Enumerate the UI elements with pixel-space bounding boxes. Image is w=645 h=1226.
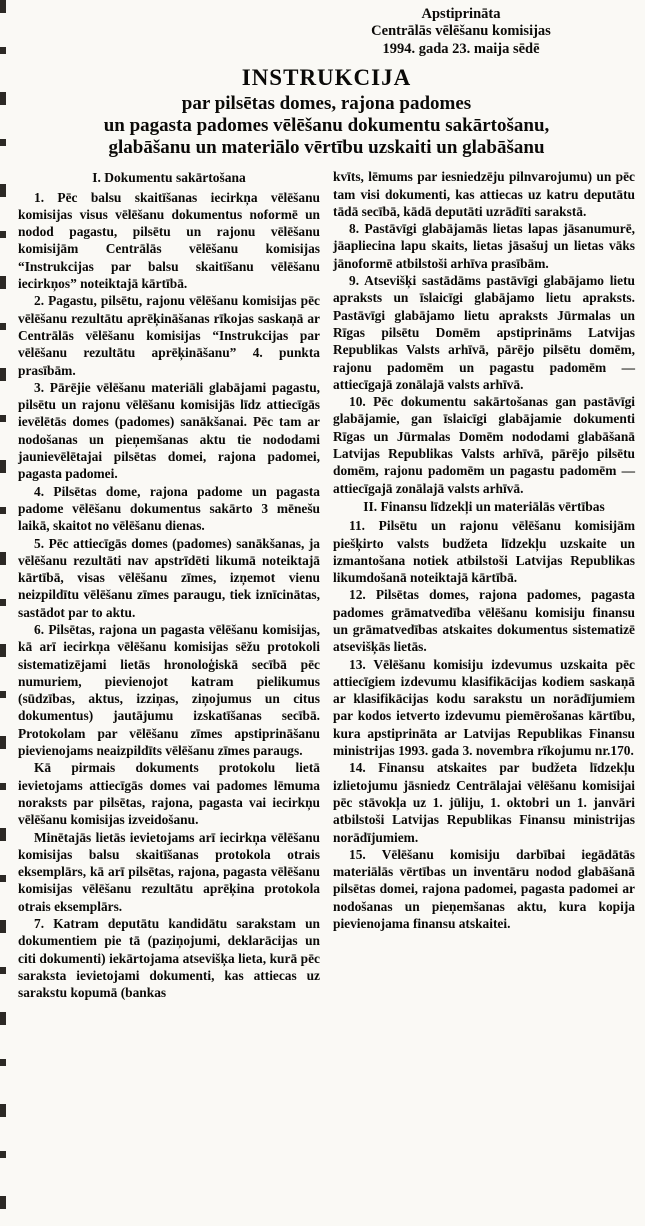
right-column (333, 168, 635, 1001)
paragraph-6: 6. Pilsētas, rajona un pagasta vēlēšanu komisijas, kā arī iecirkņa vēlēšanu komisijas sēžu protokoli sistematizējami lietās hronoloģiskā secībā pēc numuriem, pievienojot katram pielikumus (sūdzības, aktus, izziņas, ziņojumus un citus dokumentus) jautājumu izskatīšanas secībā. Protokolam par vēlēšanu zīmes apstiprināšanu pievienojams neaizpildīts vēlēšanu zīmes paraugs. (18, 621, 320, 759)
paragraph-14: 14. Finansu atskaites par budžeta līdzekļu izlietojumu jāsniedz Centrālajai vēlēšanu komisijai pēc stāvokļa uz 1. jūliju, 1. oktobri un 1. janvāri atbilstoši Latvijas Republikas Finansu ministrijas norādījumiem. (333, 760, 635, 845)
document-subtitle-line: par pilsētas domes, rajona padomes (181, 93, 472, 115)
paragraph-5: 5. Pēc attiecīgās domes (padomes) sanākšanas, ja vēlēšanu rezultāti nav apstrīdēti likumā noteiktajā kārtībā, visas vēlēšanu zīmes, izņemot vienu neizpildītu vēlēšanu zīmes paraugu, tiek iznīcinātas, sastādot par to aktu. (18, 535, 320, 620)
paragraph-12: 12. Pilsētas domes, rajona padomes, pagasta padomes grāmatvedība vēlēšanu komisiju finansu un grāmatvedības atskaites dokumentus sistematizē atsevišķās lietās. (333, 587, 635, 655)
paragraph-1: 1. Pēc balsu skaitīšanas iecirkņa vēlēšanu komisijas visus vēlēšanu dokumentus noformē un nodod pagastu, pilsētu un rajonu vēlēšanu komisijām Centrālās vēlēšanu komisijas “Instrukcijas par balsu skaitīšanu vēlēšanu iecirkņos” noteiktajā kārtībā. (18, 189, 320, 292)
paragraph-13: 13. Vēlēšanu komisiju izdevumus uzskaita pēc attiecīgiem izdevumu klasifikācijas kodiem saskaņā ar klasifikācijas kodu sarakstu un norādījumiem par kodos ietverto izdevumu piemērošanas kārtību, kura apstiprināta ar Latvijas Republikas Finansu ministrijas 1993. gada 3. novembra rīkojumu nr.170. (333, 656, 635, 759)
document-subtitle (18, 93, 635, 159)
paragraph-2: 2. Pagastu, pilsētu, rajonu vēlēšanu komisijas pēc vēlēšanu rezultātu aprēķināšanas rīkojas saskaņā ar Centrālās vēlēšanu komisijas “Instrukcijas par vēlēšanu rezultātu aprēķināšanu” 4. punkta prasībām. (18, 293, 320, 378)
section-1-heading: I. Dokumentu sakārtošana (92, 170, 246, 186)
paragraph-8: 8. Pastāvīgi glabājamās lietas lapas jāsanumurē, jāapliecina lapu skaits, lietas jāsašuj un lietas vāks jānoformē atbilstoši arhīva prasībām. (333, 221, 635, 271)
paragraph-3: 3. Pārējie vēlēšanu materiāli glabājami pagastu, pilsētu un rajonu vēlēšanu komisijās līdz attiecīgās ievēlētās domes (padomes) sanākšanai. Pēc tam ar nodošanas un pieņemšanas aktu tie nododami jaunievēlētajai pilsētas domei, rajona padomei, pagasta padomei. (18, 379, 320, 482)
document-subtitle-line: un pagasta padomes vēlēšanu dokumentu sakārtošanu, (103, 115, 550, 137)
paragraph-7: 7. Katram deputātu kandidātu sarakstam un dokumentiem pie tā (paziņojumi, deklarācijas un citi dokumenti) iekārtojama atsevišķa lieta, kurā pēc saraksta ievietojami dokumenti, kas attiecas uz sarakstu kopumā (bankas (18, 916, 320, 1001)
scan-edge-artifacts (0, 0, 6, 1226)
paragraph-6b: Minētajās lietās ievietojams arī iecirkņa vēlēšanu komisijas balsu skaitīšanas protokola otrais eksemplārs, kā arī pilsētas, rajona, pagasta vēlēšanu komisijas vēlēšanu rezultātu aprēķina protokola otrais eksemplārs. (18, 829, 320, 914)
approval-line: Centrālās vēlēšanu komisijas (371, 23, 551, 40)
document-body (18, 168, 635, 1001)
paragraph-7-continued: kvīts, lēmums par iesniedzēju pilnvarojumu) un pēc tam visi dokumenti, kas attiecas uz katru deputātu tādā secībā, kādā deputāti uzrādīti sarakstā. (333, 169, 635, 219)
paragraph-9: 9. Atsevišķi sastādāms pastāvīgi glabājamo lietu apraksts un īslaicīgi glabājamo lietu apraksts. Pastāvīgi glabājamo lietu apraksts Jūrmalas un Rīgas pilsētu Domēm apstiprināms Latvijas Republikas Valsts arhīvā, pārējo pilsētu domēm, rajonu padomēm un pagastu padomēm — attiecīgajā zonālajā valsts arhīvā. (333, 273, 635, 392)
paragraph-10: 10. Pēc dokumentu sakārtošanas gan pastāvīgi glabājamie, gan īslaicīgi glabājamie dokumenti Rīgas un Jūrmalas Domēm nododami glabāšanā Latvijas Republikas Valsts arhīvā, pārējo pilsētu domēm, rajonu padomēm un pagastu padomēm — attiecīgajā zonālajā valsts arhīvā. (333, 394, 635, 496)
paragraph-15: 15. Vēlēšanu komisiju darbībai iegādātās materiālās vērtības un inventāru nodod glabāšanā pilsētas domei, rajona padomei, pagasta padomei ar nodošanas un pieņemšanas aktu, kura kopija pievienojama finansu atskaitei. (333, 846, 635, 932)
section-2-heading: II. Finansu līdzekļi un materiālās vērtības (363, 498, 605, 514)
paragraph-4: 4. Pilsētas dome, rajona padome un pagasta padome vēlēšanu dokumentus sakārto 3 mēnešu laikā, skaitot no vēlēšanu dienas. (18, 483, 320, 534)
paragraph-11: 11. Pilsētu un rajonu vēlēšanu komisijām piešķirto valsts budžeta līdzekļu uzskaite un izmantošana notiek atbilstoši Latvijas Republikas likumdošanā noteiktajā kārtībā. (333, 518, 635, 586)
document-subtitle-line: glabāšanu un materiālo vērtību uzskaiti un glabāšanu (108, 137, 545, 159)
approval-line: Apstiprināta (421, 6, 501, 22)
paragraph-6a: Kā pirmais dokuments protokolu lietā ievietojams attiecīgās domes vai padomes lēmuma noraksts par pilsētas, rajona, pagasta vai iecirkņu vēlēšanu komisijas izveidošanu. (18, 760, 320, 828)
approval-line: 1994. gada 23. maija sēdē (382, 40, 540, 57)
left-column (18, 168, 320, 1001)
approval-note (301, 6, 621, 58)
document-title: INSTRUKCIJA (241, 65, 412, 91)
